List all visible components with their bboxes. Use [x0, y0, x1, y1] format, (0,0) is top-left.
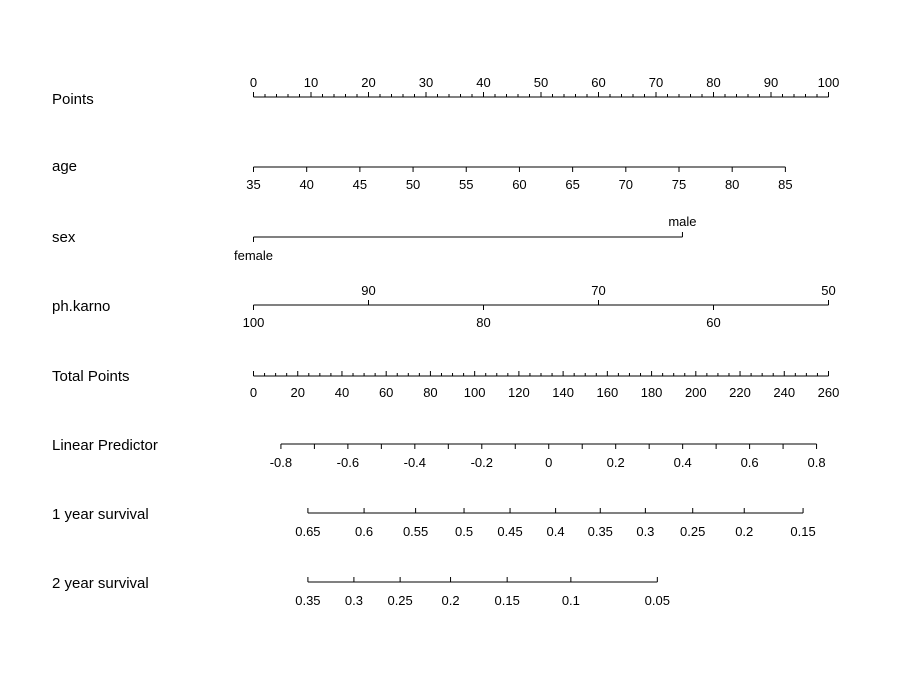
- tick-label: 10: [303, 75, 319, 90]
- tick-label: 0: [249, 75, 258, 90]
- tick-label: 75: [671, 177, 687, 192]
- tick-label: -0.8: [269, 455, 293, 470]
- tick-label: 65: [565, 177, 580, 192]
- tick-label: 0.2: [735, 524, 754, 539]
- row-2-year-survival: [52, 575, 670, 608]
- level-label: female: [233, 248, 274, 263]
- tick-label: 60: [512, 177, 527, 192]
- tick-label: 60: [706, 315, 721, 330]
- tick-label: 50: [533, 75, 549, 90]
- tick-label: 70: [591, 283, 606, 298]
- row-label: Linear Predictor: [52, 437, 158, 454]
- tick-label: 0.35: [587, 524, 613, 539]
- tick-label: 0.25: [680, 524, 706, 539]
- row-label: sex: [52, 229, 76, 246]
- tick-label: 180: [640, 385, 663, 400]
- row-age: [52, 158, 793, 192]
- row-1-year-survival: [52, 506, 816, 539]
- tick-label: 260: [817, 385, 840, 400]
- row-total-points: [52, 368, 839, 400]
- tick-label: 55: [459, 177, 474, 192]
- tick-label: 0.15: [494, 593, 520, 608]
- tick-label: 240: [773, 385, 796, 400]
- tick-label: 140: [552, 385, 574, 400]
- tick-label: -0.4: [403, 455, 427, 470]
- tick-label: 0.3: [344, 593, 363, 608]
- row-label: ph.karno: [52, 298, 111, 315]
- tick-label: 20: [361, 75, 376, 90]
- tick-label: 0.35: [295, 593, 321, 608]
- tick-label: 120: [508, 385, 530, 400]
- tick-label: 80: [423, 385, 438, 400]
- tick-label: 0.8: [807, 455, 826, 470]
- tick-label: 90: [763, 75, 779, 90]
- tick-label: 0.45: [497, 524, 523, 539]
- tick-label: 0.55: [402, 524, 429, 539]
- row-linear-predictor: [52, 437, 826, 470]
- tick-label: 0: [545, 455, 553, 470]
- tick-label: 100: [242, 315, 265, 330]
- tick-label: 100: [463, 385, 486, 400]
- tick-label: 0.6: [355, 524, 374, 539]
- tick-label: 40: [334, 385, 350, 400]
- tick-label: 70: [648, 75, 664, 90]
- tick-label: 70: [618, 177, 634, 192]
- tick-label: 35: [246, 177, 261, 192]
- row-ph-karno: [52, 283, 836, 330]
- tick-label: 20: [290, 385, 305, 400]
- tick-label: 30: [418, 75, 434, 90]
- tick-label: 0.2: [441, 593, 460, 608]
- tick-label: 0: [249, 385, 258, 400]
- tick-label: 0.5: [454, 524, 474, 539]
- row-label: Total Points: [52, 368, 130, 385]
- tick-label: 0.4: [546, 524, 565, 539]
- tick-label: 0.3: [636, 524, 655, 539]
- tick-label: 220: [729, 385, 751, 400]
- tick-label: 0.2: [606, 455, 625, 470]
- tick-label: 40: [476, 75, 491, 90]
- tick-label: 50: [821, 283, 836, 298]
- tick-label: 60: [591, 75, 606, 90]
- tick-label: 200: [684, 385, 707, 400]
- tick-label: 45: [352, 177, 368, 192]
- tick-label: 160: [596, 385, 619, 400]
- level-label: male: [668, 214, 697, 229]
- row-label: 1 year survival: [52, 506, 149, 523]
- tick-label: 0.25: [387, 593, 413, 608]
- tick-label: 80: [476, 315, 491, 330]
- tick-label: 80: [724, 177, 740, 192]
- tick-label: 0.05: [644, 593, 670, 608]
- tick-label: 0.4: [673, 455, 692, 470]
- row-sex: [52, 214, 697, 263]
- row-points: [52, 75, 839, 108]
- row-label: age: [52, 158, 78, 175]
- tick-label: 80: [706, 75, 721, 90]
- tick-label: 90: [361, 283, 376, 298]
- tick-label: 50: [405, 177, 421, 192]
- tick-label: 100: [817, 75, 840, 90]
- tick-label: 60: [378, 385, 394, 400]
- row-label: 2 year survival: [52, 575, 149, 592]
- tick-label: -0.2: [470, 455, 493, 470]
- tick-label: 0.65: [295, 524, 321, 539]
- tick-label: -0.6: [336, 455, 360, 470]
- tick-label: 40: [299, 177, 314, 192]
- row-label: Points: [52, 91, 94, 108]
- tick-label: 0.6: [740, 455, 759, 470]
- tick-label: 0.1: [561, 593, 580, 608]
- nomogram-rows: [52, 75, 839, 608]
- tick-label: 85: [778, 177, 793, 192]
- tick-label: 0.15: [790, 524, 816, 539]
